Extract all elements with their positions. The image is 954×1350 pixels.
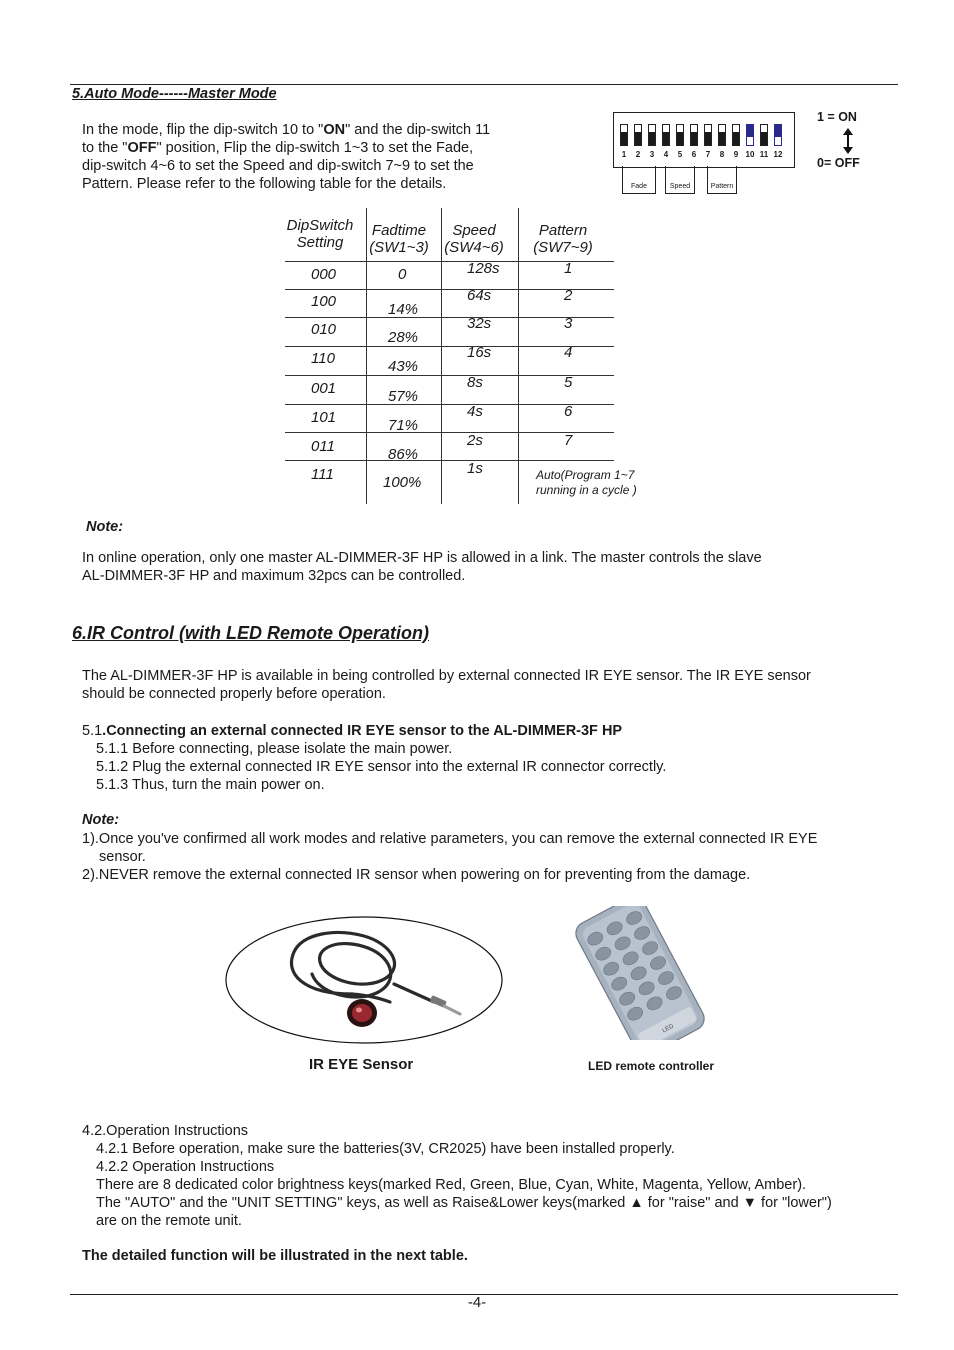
table-cell: 011 — [311, 438, 335, 455]
ir-eye-sensor-image — [224, 914, 504, 1046]
table-header-line: (SW7~9) — [533, 239, 593, 256]
dip-switch-number: 1 — [621, 150, 627, 159]
table-cell: 2s — [467, 432, 483, 449]
table-cell: 7 — [564, 432, 573, 449]
dip-switch-5 — [676, 124, 684, 146]
section6-intro: The AL-DIMMER-3F HP is available in being controlled by external connected IR EYE sensor. The IR EYE sensor should be connected properly before operation. — [82, 668, 811, 702]
table-cell: 71% — [388, 417, 419, 434]
dip-switch-1 — [620, 124, 628, 146]
table-header-1 — [363, 222, 435, 256]
dip-switch-6 — [690, 124, 698, 146]
table-cell: 4s — [467, 403, 483, 420]
table-cell: Auto(Program 1~7 running in a cycle ) — [536, 468, 637, 497]
led-remote-image — [560, 906, 720, 1040]
page-number: -4- — [467, 1294, 487, 1311]
dip-switch-knob — [747, 125, 753, 137]
table-cell: 28% — [388, 329, 419, 346]
note2-label: Note: — [82, 812, 120, 828]
dip-on-label: 1 = ON — [817, 110, 857, 124]
dip-off-label: 0= OFF — [817, 156, 860, 170]
table-cell: 1s — [467, 460, 483, 477]
dip-switch-number: 11 — [759, 150, 769, 159]
dip-switch-number: 10 — [745, 150, 755, 159]
table-header-3 — [515, 222, 611, 256]
table-header-line: Speed — [452, 222, 496, 239]
dip-switch-knob — [621, 132, 627, 145]
dip-switch-knob — [761, 132, 767, 145]
section5-intro: In the mode, flip the dip-switch 10 to "ON" and the dip-switch 11 to the "OFF" position, Flip the dip-switch 1~3 to set the Fade, dip-switch 4~6 to set the Speed and dip-switch 7~9 to set the Pattern. Please refer to the following table for the details. — [82, 122, 491, 192]
table-cell: 43% — [388, 358, 419, 375]
table-header-0 — [281, 217, 359, 251]
dip-switch-knob — [719, 132, 725, 145]
dip-switch-knob — [705, 132, 711, 145]
table-cell: 111 — [311, 466, 334, 483]
table-header-line: (SW1~3) — [369, 239, 429, 256]
dip-switch-knob — [677, 132, 683, 145]
dip-switch-12 — [774, 124, 782, 146]
ir-eye-sensor-caption: IR EYE Sensor — [309, 1056, 414, 1073]
led-remote-caption: LED remote controller — [588, 1059, 715, 1073]
table-cell: 86% — [388, 446, 419, 463]
dip-switch-number: 7 — [705, 150, 711, 159]
table-header-line: Setting — [296, 234, 344, 251]
table-cell: 14% — [388, 301, 419, 318]
table-cell: 2 — [564, 287, 573, 304]
dip-switch-number: 4 — [663, 150, 669, 159]
table-cell: 32s — [467, 315, 492, 332]
note1-label: Note: — [86, 519, 124, 535]
dip-switch-11 — [760, 124, 768, 146]
dip-switch-8 — [718, 124, 726, 146]
table-cell: 6 — [564, 403, 573, 420]
dip-group-fade — [622, 166, 656, 194]
table-cell: 128s — [467, 260, 500, 277]
top-rule — [70, 84, 898, 85]
dip-switch-diagram — [613, 112, 795, 168]
table-cell: 0 — [398, 266, 407, 283]
dip-switch-knob — [775, 125, 781, 137]
dip-switch-knob — [691, 132, 697, 145]
dip-switch-7 — [704, 124, 712, 146]
table-header-2 — [438, 222, 510, 256]
dip-switch-number: 12 — [773, 150, 783, 159]
closing-text: The detailed function will be illustrated in the next table. — [82, 1248, 468, 1264]
table-header-line: DipSwitch — [286, 217, 354, 234]
table-cell: 100 — [311, 293, 337, 310]
note1-text: In online operation, only one master AL-DIMMER-3F HP is allowed in a link. The master controls the slave AL-DIMMER-3F HP and maximum 32pcs can be controlled. — [82, 550, 762, 584]
remote-brand-text: LED — [661, 1023, 675, 1035]
dip-switch-number: 3 — [649, 150, 655, 159]
table-cell: 3 — [564, 315, 573, 332]
dip-switch-number: 5 — [677, 150, 683, 159]
table-cell: 100% — [383, 474, 422, 491]
table-row-divider — [285, 460, 614, 461]
table-cell: 4 — [564, 344, 573, 361]
dip-group-speed — [665, 166, 695, 194]
dip-switch-number: 6 — [691, 150, 697, 159]
dip-group-label: Speed — [669, 183, 691, 190]
table-header-line: Fadtime — [371, 222, 427, 239]
dip-switch-knob — [663, 132, 669, 145]
table-cell: 010 — [311, 321, 337, 338]
note2-text: 1).Once you've confirmed all work modes and relative parameters, you can remove the external connected IR EYE sensor. 2).NEVER remove the external connected IR sensor when powering on for preventing from the damage. — [82, 831, 818, 883]
dip-switch-10 — [746, 124, 754, 146]
dip-switch-knob — [733, 132, 739, 145]
dip-group-pattern — [707, 166, 737, 194]
table-header-line: Pattern — [538, 222, 588, 239]
dip-group-label: Fade — [631, 183, 647, 190]
section5-title: 5.Auto Mode------Master Mode — [72, 86, 277, 102]
dip-switch-knob — [635, 132, 641, 145]
operation-instructions: 4.2.Operation Instructions 4.2.1 Before operation, make sure the batteries(3V, CR2025) have been installed properly. 4.2.2 Operation Instructions There are 8 dedicated color brightness keys(marked Red, Green, Blue, Cyan, White, Magenta, Yellow, Amber). The "AUTO" and the "UNIT SETTING" keys, as well as Raise&Lower keys(marked ▲ for "raise" and ▼ for "lower") are on the remote unit. — [82, 1123, 832, 1229]
table-cell: 1 — [564, 260, 573, 277]
dip-switch-number: 2 — [635, 150, 641, 159]
section6-subsection: 5.1.Connecting an external connected IR EYE sensor to the AL-DIMMER-3F HP 5.1.1 Before connecting, please isolate the main power. 5.1.2 Plug the external connected IR EYE sensor into the external IR connector correctly. 5.1.3 Thus, turn the main power on. — [82, 723, 667, 793]
dip-switch-number: 8 — [719, 150, 725, 159]
table-cell: 57% — [388, 388, 419, 405]
section6-title: 6.IR Control (with LED Remote Operation) — [72, 623, 430, 643]
up-down-arrow-icon — [842, 128, 854, 154]
table-cell: 64s — [467, 287, 492, 304]
dip-switch-3 — [648, 124, 656, 146]
dip-group-label: Pattern — [710, 183, 734, 190]
table-cell: 000 — [311, 266, 337, 283]
dip-switch-knob — [649, 132, 655, 145]
table-cell: 5 — [564, 374, 573, 391]
table-cell: 8s — [467, 374, 483, 391]
table-cell: 16s — [467, 344, 492, 361]
dip-switch-4 — [662, 124, 670, 146]
table-header-line: (SW4~6) — [444, 239, 504, 256]
dip-switch-2 — [634, 124, 642, 146]
table-cell: 110 — [311, 350, 335, 367]
table-cell: 001 — [311, 380, 337, 397]
dip-switch-9 — [732, 124, 740, 146]
dip-switch-number: 9 — [733, 150, 739, 159]
table-cell: 101 — [311, 409, 337, 426]
